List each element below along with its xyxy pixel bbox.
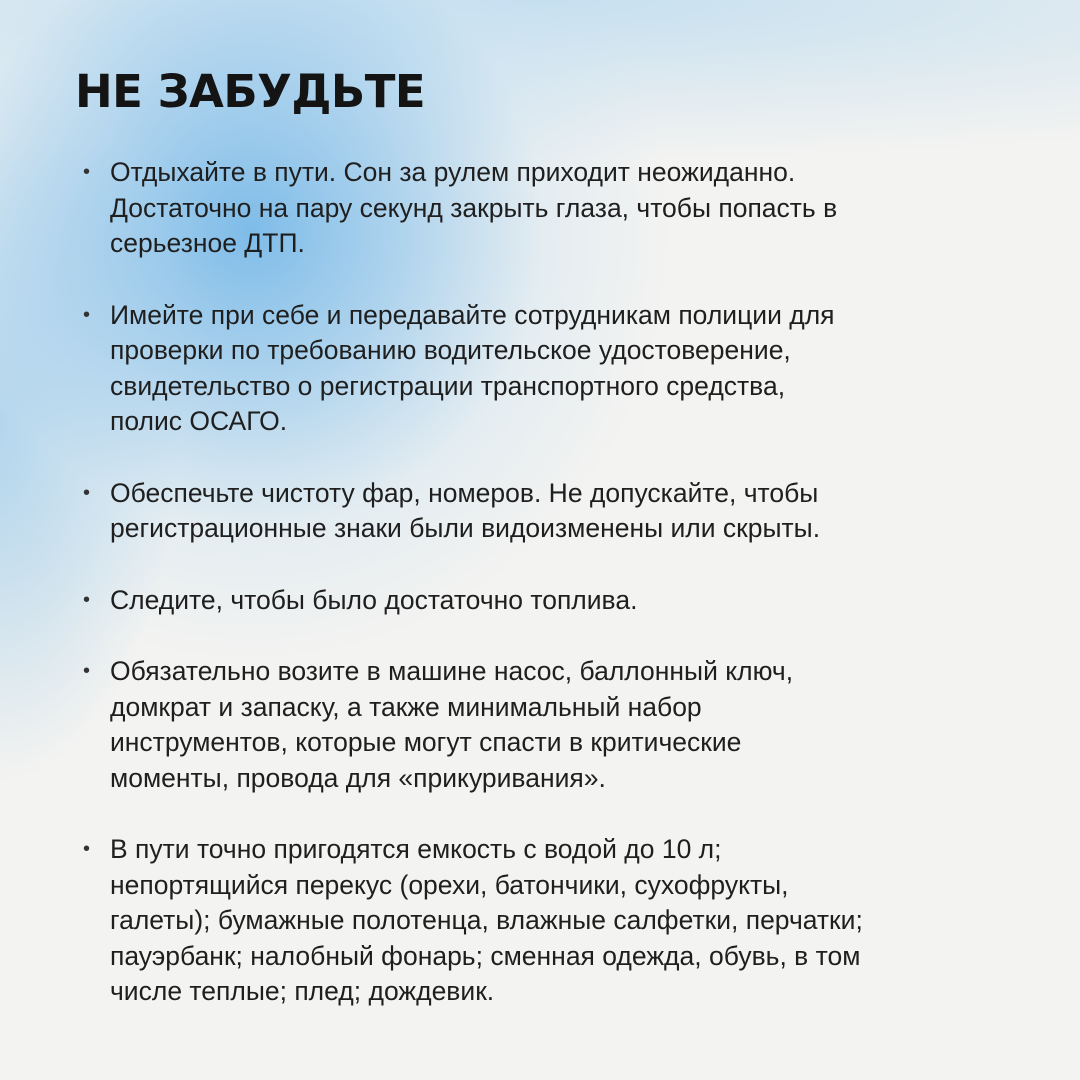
list-item xyxy=(75,654,1005,796)
bullet-icon: • xyxy=(83,303,91,326)
bullet-icon: • xyxy=(83,588,91,611)
list-item-line: пауэрбанк; налобный фонарь; сменная одежда, обувь, в том xyxy=(110,940,861,971)
bullet-icon: • xyxy=(83,481,91,504)
list-item xyxy=(75,832,1005,1010)
bullet-icon: • xyxy=(83,660,91,682)
list-item-line: серьезное ДТП. xyxy=(110,228,305,258)
list-item-line: Отдыхайте в пути. Сон за рулем приходит неожиданно. xyxy=(110,157,796,187)
bullet-icon: • xyxy=(83,161,91,183)
list-item-line: непортящийся перекус (орехи, батончики, сухофрукты, xyxy=(110,869,789,900)
list-item-line: Следите, чтобы было достаточно топлива. xyxy=(110,584,638,615)
list-item-line: Обязательно возите в машине насос, баллонный ключ, xyxy=(110,656,794,686)
list-item-line: Достаточно на пару секунд закрыть глаза, чтобы попасть в xyxy=(110,192,838,223)
bullet-icon: • xyxy=(83,838,91,860)
list-item-line: инструментов, которые могут спасти в критические xyxy=(110,727,742,757)
list-item-line: проверки по требованию водительское удостоверение, xyxy=(110,335,791,365)
page-title: НЕ ЗАБУДЬТЕ xyxy=(75,65,426,118)
list-item-line: В пути точно пригодятся емкость с водой до 10 л; xyxy=(110,834,722,864)
list-item-line: полис ОСАГО. xyxy=(110,406,288,436)
list-item-line: домкрат и запаску, а также минимальный набор xyxy=(110,691,702,722)
list-item xyxy=(75,155,1005,262)
list-item-line: свидетельство о регистрации транспортного средства, xyxy=(110,370,786,401)
list-item-line: числе теплые; плед; дождевик. xyxy=(110,976,495,1006)
list-item xyxy=(75,583,1005,619)
list-item-line: Обеспечьте чистоту фар, номеров. Не допускайте, чтобы xyxy=(110,477,819,508)
list-item xyxy=(75,298,1005,440)
list-item xyxy=(75,476,1005,547)
content-area xyxy=(75,62,1005,1046)
list-item-line: галеты); бумажные полотенца, влажные салфетки, перчатки; xyxy=(110,905,863,935)
list-item-line: регистрационные знаки были видоизменены или скрыты. xyxy=(110,513,821,543)
list-item-line: Имейте при себе и передавайте сотрудникам полиции для xyxy=(110,299,835,330)
tips-list xyxy=(75,155,1005,1010)
list-item-line: моменты, провода для «прикуривания». xyxy=(110,762,606,793)
